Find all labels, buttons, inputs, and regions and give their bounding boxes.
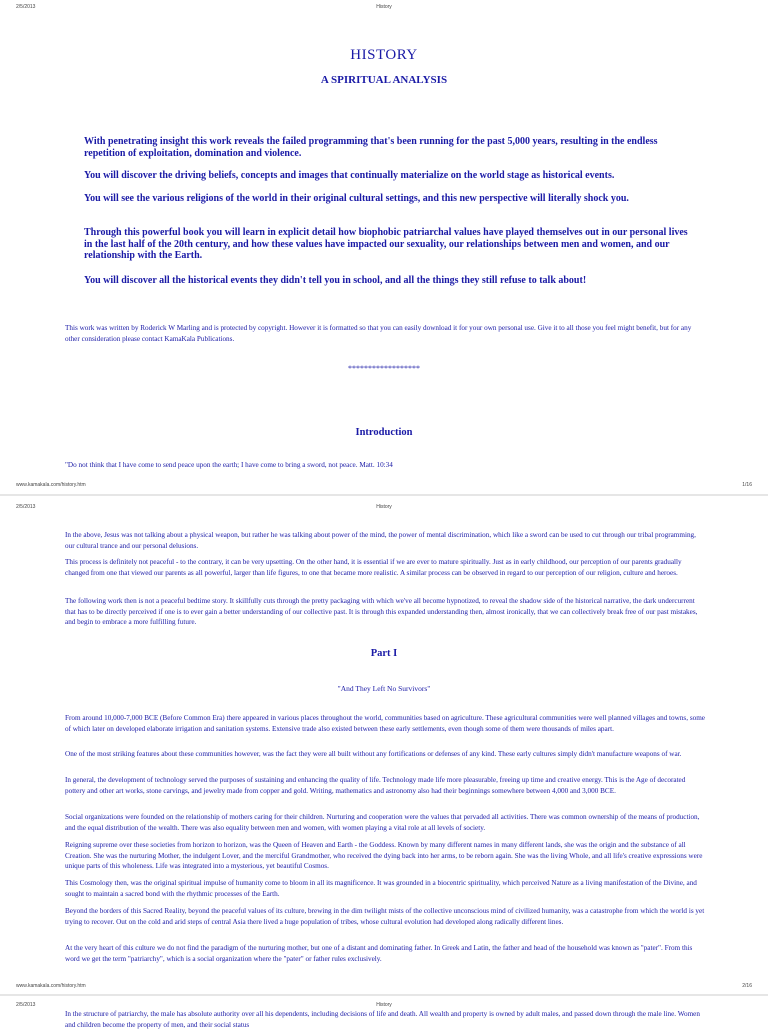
body-paragraph: At the very heart of this culture we do not find the paradigm of the nurturing mother, but one of a distant and dominating father. In Greek and Latin, the father and head of the household was known as "pater". From this word we get the term "patriarchy", which is a social organization where the "pater" or father rules exclusively. bbox=[65, 944, 693, 963]
print-footer-page-1 bbox=[0, 480, 768, 490]
blurb-paragraph: You will discover all the historical events they didn't tell you in school, and all the things they still refuse to talk about! bbox=[84, 275, 587, 286]
body-paragraph: Reigning supreme over these societies from horizon to horizon, was the Queen of Heaven and Earth - the Goddess. Known by many different names in many different lands, she was the origin and the substance of all Creation. She was the nurturing Mother, the indulgent Lover, and the merciful Grandmother, who received the dying back into her arms, to be reborn again. She was the living Whole, and all life's creative expressions were unique parts of this wholeness. Life was integrated into a mysterious, yet beautiful Cosmos. bbox=[65, 841, 703, 870]
page-subtitle: A SPIRITUAL ANALYSIS bbox=[320, 74, 448, 86]
scripture-quote: "Do not think that I have come to send peace upon the earth; I have come to bring a sword, not peace. Matt. 10:34 bbox=[65, 461, 393, 469]
footer-url: www.kamakala.com/history.htm bbox=[16, 983, 86, 989]
introduction-heading: Introduction bbox=[355, 427, 413, 438]
body-paragraph: In general, the development of technology served the purposes of sustaining and enhancing the quality of life. Technology made life more pleasurable, freeing up time and creative energy. This is the Age of decorated pottery and other art works, stone carvings, and jewelry made from copper and gold. Writing, mathematics and astronomy also had their beginnings somewhere between 4,000 and 3,000 BCE. bbox=[65, 776, 686, 795]
body-paragraph: Social organizations were founded on the relationship of mothers caring for their children. Nurturing and cooperation were the values that pervaded all activities. There was common ownership of the means of production, and the equal distribution of the wealth. There was also equality between men and women, with women playing a vital role at all levels of society. bbox=[65, 813, 700, 832]
part-subtitle-quote: "And They Left No Survivors" bbox=[337, 684, 431, 693]
intro-paragraph: This process is definitely not peaceful - to the contrary, it can be very upsetting. On the other hand, it is essential if we are ever to mature spiritually. Just as in early childhood, our perception of our parents gradually changed from one that viewed our parents as all powerful, larger than life figures, to one that became more realistic. A similar process can be observed in regard to our perception of our religion, culture and heroes. bbox=[65, 558, 682, 577]
page-title: HISTORY bbox=[350, 47, 418, 63]
intro-paragraph: In the above, Jesus was not talking about a physical weapon, but rather he was talking about power of the mind, the power of mental discrimination, which like a sword can be used to cut through our tribal programming, our cultural trance and our personal delusions. bbox=[65, 531, 696, 550]
footer-page-number: 1/16 bbox=[742, 482, 752, 488]
print-date: 2/5/2013 bbox=[16, 1002, 36, 1008]
print-date: 2/5/2013 bbox=[16, 504, 36, 510]
print-title: History bbox=[376, 504, 392, 510]
page-separator bbox=[0, 494, 768, 496]
blurb-paragraph: You will see the various religions of the world in their original cultural settings, and this new perspective will literally shock you. bbox=[84, 193, 629, 204]
body-paragraph: From around 10,000-7,000 BCE (Before Common Era) there appeared in various places throughout the world, communities based on agriculture. These agricultural communities were well planned villages and towns, some of which later on developed elaborate irrigation and sanitation systems. Extensive trade also existed between these early settlements, even though some of them were thousands of miles apart. bbox=[65, 714, 705, 733]
separator-stars: ****************** bbox=[348, 364, 420, 373]
body-paragraph: In the structure of patriarchy, the male has absolute authority over all his dependents, including decisions of life and death. All wealth and property is owned by adult males, and passed down through the male line. Women and children become the property of men, and their social status bbox=[65, 1010, 700, 1029]
blurb-paragraph: With penetrating insight this work reveals the failed programming that's been running for the past 5,000 years, resulting in the endless repetition of exploitation, domination and violence. bbox=[84, 136, 658, 159]
print-title: History bbox=[376, 1002, 392, 1008]
part-heading: Part I bbox=[370, 648, 398, 659]
print-footer-page-2 bbox=[0, 981, 768, 991]
print-header-page-1 bbox=[0, 0, 768, 12]
intro-paragraph: The following work then is not a peaceful bedtime story. It skillfully cuts through the pretty packaging with which we've all become hypnotized, to reveal the shadow side of the historical narrative, the dark undercurrent that has to be directly perceived if one is to ever gain a better understanding of our collective past. It is through this expanded understanding then, almost ironically, that we can collectively break free of our past mistakes, and begin to embrace a more fulfilling future. bbox=[65, 597, 698, 626]
print-date: 2/5/2013 bbox=[16, 4, 36, 10]
footer-url: www.kamakala.com/history.htm bbox=[16, 482, 86, 488]
blurb-paragraph: You will discover the driving beliefs, concepts and images that continually materialize on the world stage as historical events. bbox=[84, 170, 615, 181]
copyright-notice: This work was written by Roderick W Marling and is protected by copyright. However it is formatted so that you can easily download it for your own personal use. Give it to all those you feel might benefit, but for any other consideration please contact KamaKala Publications. bbox=[65, 324, 692, 343]
blurb-paragraph: Through this powerful book you will learn in explicit detail how biophobic patriarchal values have played themselves out in our personal lives in the last half of the 20th century, and how these values have impacted our sexuality, our relationships between men and women, and our relationship with the Earth. bbox=[84, 227, 688, 261]
print-title: History bbox=[376, 4, 392, 10]
body-paragraph: This Cosmology then, was the original spiritual impulse of humanity come to bloom in all its magnificence. It was grounded in a biocentric spirituality, which perceived Nature as a living manifestation of the Divine, and sought to maintain a sacred bond with the rhythmic processes of the Earth. bbox=[65, 879, 697, 898]
print-header-page-2 bbox=[0, 500, 768, 512]
body-paragraph: Beyond the borders of this Sacred Reality, beyond the peaceful values of its culture, brewing in the dim twilight mists of the collective unconscious mind of civilized humanity, was a catastrophe from which the world is yet trying to recover. Out on the cold and arid steps of central Asia there lived a huge population of tribes, whose cultural evolution had developed along radically different lines. bbox=[65, 907, 705, 926]
page-separator bbox=[0, 994, 768, 996]
body-paragraph: One of the most striking features about these communities however, was the fact they were all built without any fortifications or defenses of any kind. These early cultures simply didn't manufacture weapons of war. bbox=[65, 750, 682, 758]
footer-page-number: 2/16 bbox=[742, 983, 752, 989]
